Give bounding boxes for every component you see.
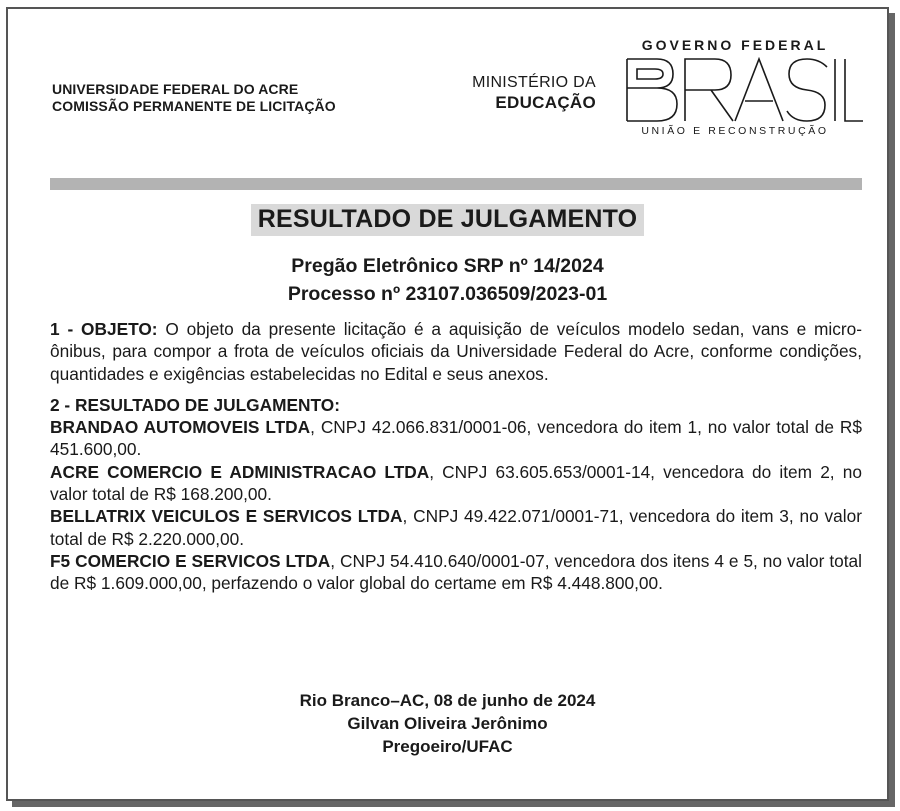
objeto-paragraph <box>50 318 862 385</box>
objeto-text: O objeto da presente licitação é a aquisição de veículos modelo sedan, vans e micro-ônibus, para compor a frota de veículos oficiais da Universidade Federal do Acre, conforme condições, quantidades e exigências estabelecidas no Edital e seus anexos. <box>50 319 863 384</box>
institution-block <box>52 81 336 115</box>
page-title: RESULTADO DE JULGAMENTO <box>251 204 645 236</box>
header-divider <box>50 178 862 190</box>
company-name: ACRE COMERCIO E ADMINISTRACAO LTDA <box>50 461 430 482</box>
company-name: BRANDAO AUTOMOVEIS LTDA <box>50 417 311 438</box>
result-item <box>50 461 862 506</box>
signer-name: Gilvan Oliveira Jerônimo <box>347 714 548 733</box>
company-name: F5 COMERCIO E SERVICOS LTDA <box>50 550 331 571</box>
title-block <box>8 204 887 236</box>
resultado-label: 2 - RESULTADO DE JULGAMENTO: <box>50 394 340 415</box>
result-text: , CNPJ 42.066.831/0001-06, vencedora do item 1, no valor total de R$ 451.600,00. <box>50 417 862 460</box>
notice-frame <box>6 7 889 801</box>
gov-top-text: GOVERNO FEDERAL <box>641 37 829 53</box>
subtitle-processo: Processo nº 23107.036509/2023-01 <box>287 283 608 305</box>
university-name: UNIVERSIDADE FEDERAL DO ACRE <box>52 81 299 97</box>
result-item <box>50 505 862 550</box>
notice-body <box>50 318 862 595</box>
commission-name: COMISSÃO PERMANENTE DE LICITAÇÃO <box>52 98 336 114</box>
signer-role: Pregoeiro/UFAC <box>382 737 513 756</box>
gov-bottom-text: UNIÃO E RECONSTRUÇÃO <box>641 125 829 137</box>
place-date: Rio Branco–AC, 08 de junho de 2024 <box>299 691 596 710</box>
subtitle-pregao: Pregão Eletrônico SRP nº 14/2024 <box>291 255 604 277</box>
ministry-line2: EDUCAÇÃO <box>495 93 596 112</box>
result-item <box>50 416 862 461</box>
ministry-logo <box>454 73 596 113</box>
result-text: , CNPJ 54.410.640/0001-07, vencedora dos itens 4 e 5, no valor total de R$ 1.609.000,00, perfazendo o valor global do certame em R$ 4.448.800,00. <box>50 550 862 594</box>
objeto-label: 1 - OBJETO: <box>50 319 158 339</box>
company-name: BELLATRIX VEICULOS E SERVICOS LTDA <box>50 506 403 527</box>
result-item <box>50 550 862 595</box>
signature-block <box>8 689 887 758</box>
result-text: , CNPJ 49.422.071/0001-71, vencedora do item 3, no valor total de R$ 2.220.000,00. <box>50 506 862 549</box>
government-logo <box>623 37 853 137</box>
result-text: , CNPJ 63.605.653/0001-14, vencedora do item 2, no valor total de R$ 168.200,00. <box>50 461 862 505</box>
ministry-line1: MINISTÉRIO DA <box>472 74 596 91</box>
brasil-logo-icon <box>623 57 863 123</box>
